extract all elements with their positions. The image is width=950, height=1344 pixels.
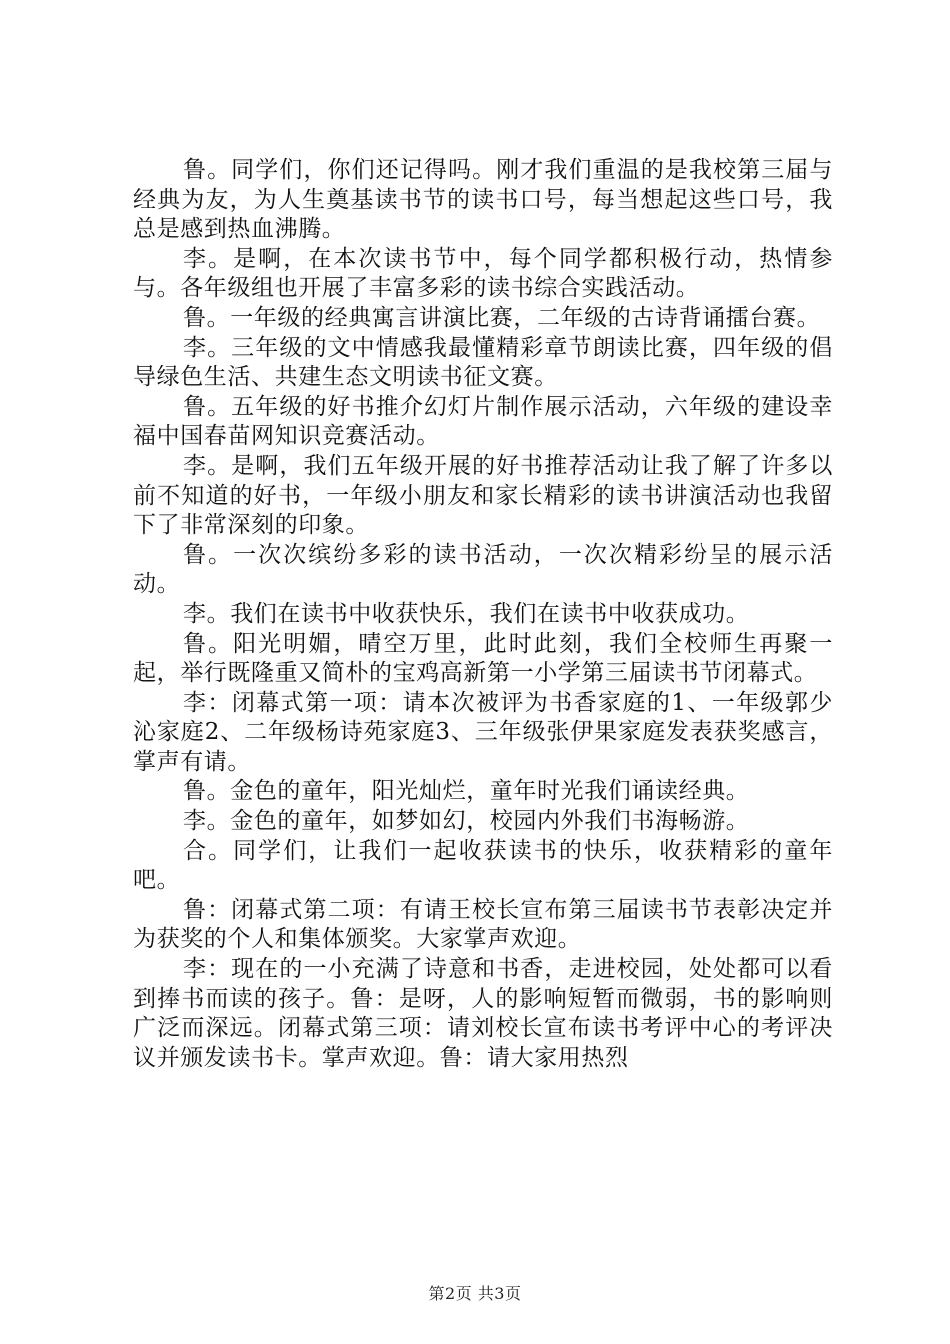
paragraph: 鲁。同学们，你们还记得吗。刚才我们重温的是我校第三届与经典为友，为人生奠基读书节的读书口号，每当想起这些口号，我总是感到热血沸腾。 (133, 157, 833, 243)
paragraph: 鲁：闭幕式第二项：有请王校长宣布第三届读书节表彰决定并为获奖的个人和集体颁奖。大家掌声欢迎。 (133, 896, 833, 953)
document-body (133, 156, 833, 1073)
paragraph: 李。三年级的文中情感我最懂精彩章节朗读比赛，四年级的倡导绿色生活、共建生态文明读书征文赛。 (133, 334, 833, 391)
paragraph: 鲁。一次次缤纷多彩的读书活动，一次次精彩纷呈的展示活动。 (133, 541, 833, 598)
paragraph: 鲁。五年级的好书推介幻灯片制作展示活动，六年级的建设幸福中国春苗网知识竞赛活动。 (133, 393, 833, 450)
paragraph: 鲁。阳光明媚，晴空万里，此时此刻，我们全校师生再聚一起，举行既隆重又简朴的宝鸡高新第一小学第三届读书节闭幕式。 (133, 630, 833, 687)
paragraph: 合。同学们，让我们一起收获读书的快乐，收获精彩的童年吧。 (133, 837, 833, 894)
paragraph: 鲁。一年级的经典寓言讲演比赛，二年级的古诗背诵擂台赛。 (183, 304, 821, 331)
paragraph: 李：现在的一小充满了诗意和书香，走进校园，处处都可以看到捧书而读的孩子。鲁：是呀，人的影响短暂而微弱，书的影响则广泛而深远。闭幕式第三项：请刘校长宣布读书考评中心的考评决议并颁发读书卡。掌声欢迎。鲁：请大家用热烈 (133, 956, 833, 1071)
paragraph: 鲁。金色的童年，阳光灿烂，童年时光我们诵读经典。 (183, 778, 750, 805)
paragraph: 李。是啊，在本次读书节中，每个同学都积极行动，热情参与。各年级组也开展了丰富多彩的读书综合实践活动。 (133, 245, 833, 302)
paragraph: 李。金色的童年，如梦如幻，校园内外我们书海畅游。 (183, 808, 750, 835)
paragraph: 李。我们在读书中收获快乐，我们在读书中收获成功。 (183, 600, 750, 627)
page-footer: 第2页 共3页 (428, 1284, 522, 1303)
paragraph: 李。是啊，我们五年级开展的好书推荐活动让我了解了许多以前不知道的好书，一年级小朋友和家长精彩的读书讲演活动也我留下了非常深刻的印象。 (133, 452, 833, 539)
paragraph: 李：闭幕式第一项：请本次被评为书香家庭的1、一年级郭少沁家庭2、二年级杨诗苑家庭3、三年级张伊果家庭发表获奖感言，掌声有请。 (133, 689, 833, 775)
